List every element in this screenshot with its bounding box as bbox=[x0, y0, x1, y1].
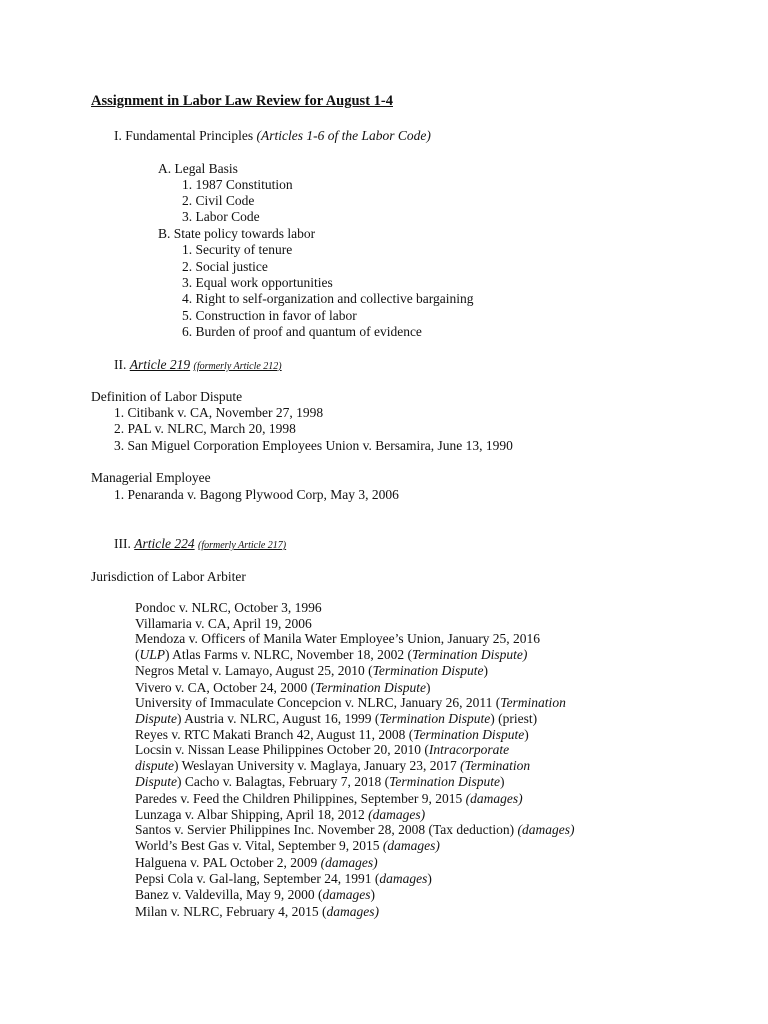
case-note: Termination Dispute bbox=[413, 727, 525, 742]
list-item: 1. Penaranda v. Bagong Plywood Corp, May 3, 2006 bbox=[114, 487, 399, 502]
list-item: 3. San Miguel Corporation Employees Union v. Bersamira, June 13, 1990 bbox=[114, 438, 513, 453]
case-line bbox=[135, 855, 378, 871]
case-note: dispute bbox=[135, 758, 174, 773]
case-note: (damages) bbox=[382, 838, 440, 853]
text: ) bbox=[524, 727, 529, 742]
labor-dispute-heading: Definition of Labor Dispute bbox=[91, 389, 243, 404]
case-note: (damages) bbox=[465, 791, 523, 806]
list-item: 5. Construction in favor of labor bbox=[182, 308, 357, 323]
text: ( bbox=[135, 647, 140, 662]
ulp-note: ULP bbox=[139, 647, 166, 662]
case-line bbox=[135, 727, 529, 743]
case-line bbox=[135, 871, 432, 887]
section-3-numeral: III. bbox=[114, 536, 135, 551]
case-line bbox=[135, 822, 574, 838]
case-line bbox=[135, 663, 488, 679]
case-line bbox=[135, 838, 440, 854]
text: Lunzaga v. Albar Shipping, April 18, 2012 bbox=[135, 807, 369, 822]
text: Reyes v. RTC Makati Branch 42, August 11, 2008 ( bbox=[135, 727, 414, 742]
case-line bbox=[135, 807, 425, 823]
case-line bbox=[135, 904, 379, 920]
text: Milan v. NLRC, February 4, 2015 ( bbox=[135, 904, 327, 919]
case-note: (damages) bbox=[320, 855, 378, 870]
document-title: Assignment in Labor Law Review for August 1-4 bbox=[91, 93, 393, 109]
text: ) bbox=[483, 663, 488, 678]
case-line: Pondoc v. NLRC, October 3, 1996 bbox=[135, 600, 322, 615]
section-3-article: Article 224 bbox=[134, 536, 195, 551]
text: Vivero v. CA, October 24, 2000 ( bbox=[135, 680, 316, 695]
list-item: 4. Right to self-organization and collective bargaining bbox=[182, 291, 474, 306]
list-item: 2. Social justice bbox=[182, 259, 268, 274]
case-line bbox=[135, 774, 504, 790]
managerial-employee-heading: Managerial Employee bbox=[91, 470, 211, 485]
case-note: damages bbox=[379, 871, 428, 886]
case-note: Termination Dispute bbox=[315, 680, 427, 695]
case-note: Termination Dispute bbox=[372, 663, 484, 678]
list-item: 3. Equal work opportunities bbox=[182, 275, 333, 290]
case-line: Villamaria v. CA, April 19, 2006 bbox=[135, 616, 312, 631]
case-line bbox=[135, 711, 537, 727]
text: University of Immaculate Concepcion v. NLRC, January 26, 2011 ( bbox=[135, 695, 501, 710]
text: Pepsi Cola v. Gal-lang, September 24, 1991 ( bbox=[135, 871, 380, 886]
section-2-heading bbox=[114, 357, 282, 375]
case-note: Termination Dispute bbox=[389, 774, 500, 789]
case-note: Termination bbox=[500, 695, 566, 710]
text: ) bbox=[499, 774, 505, 789]
case-note: Termination Dispute) bbox=[412, 647, 528, 662]
case-line: Mendoza v. Officers of Manila Water Employee’s Union, January 25, 2016 bbox=[135, 631, 541, 646]
case-note: damages) bbox=[326, 904, 379, 919]
case-line bbox=[135, 758, 530, 774]
section-2-formerly: (formerly Article 212) bbox=[193, 361, 282, 372]
text: Banez v. Valdevilla, May 9, 2000 ( bbox=[135, 887, 323, 902]
state-policy-label: B. State policy towards labor bbox=[158, 226, 316, 241]
text: ) (priest) bbox=[490, 711, 538, 726]
section-1-note: (Articles 1-6 of the Labor Code) bbox=[256, 128, 431, 143]
text: ) Austria v. NLRC, August 16, 1999 ( bbox=[177, 711, 380, 726]
case-line bbox=[135, 695, 566, 711]
case-line bbox=[135, 887, 375, 903]
text: Santos v. Servier Philippines Inc. November 28, 2008 (Tax deduction) bbox=[135, 822, 518, 837]
case-note: (damages) bbox=[368, 807, 426, 822]
section-2-article: Article 219 bbox=[129, 357, 191, 372]
case-note: Intracorporate bbox=[428, 742, 510, 757]
text: ) Atlas Farms v. NLRC, November 18, 2002 ( bbox=[165, 647, 412, 662]
case-note: (damages) bbox=[517, 822, 575, 837]
case-line bbox=[135, 647, 527, 663]
list-item: 6. Burden of proof and quantum of evidence bbox=[182, 324, 422, 339]
case-note: Dispute bbox=[135, 711, 177, 726]
list-item: 1. Citibank v. CA, November 27, 1998 bbox=[114, 405, 324, 420]
list-item: 3. Labor Code bbox=[182, 209, 260, 224]
case-line bbox=[135, 791, 523, 807]
list-item: 2. Civil Code bbox=[182, 193, 255, 208]
list-item: 2. PAL v. NLRC, March 20, 1998 bbox=[114, 421, 296, 436]
list-item: 1. Security of tenure bbox=[182, 242, 293, 257]
text: ) Cacho v. Balagtas, February 7, 2018 ( bbox=[177, 774, 390, 789]
case-note: (Termination bbox=[460, 758, 531, 773]
case-note: damages bbox=[322, 887, 371, 902]
case-line bbox=[135, 742, 509, 758]
text: Locsin v. Nissan Lease Philippines October 20, 2010 ( bbox=[135, 742, 429, 757]
text: Paredes v. Feed the Children Philippines, September 9, 2015 bbox=[135, 791, 466, 806]
text: ) bbox=[426, 680, 431, 695]
legal-basis-label: A. Legal Basis bbox=[158, 161, 238, 176]
jurisdiction-heading: Jurisdiction of Labor Arbiter bbox=[91, 569, 246, 584]
section-1-heading bbox=[114, 128, 431, 144]
section-3-formerly: (formerly Article 217) bbox=[198, 540, 287, 551]
case-line bbox=[135, 680, 431, 696]
text: ) bbox=[427, 871, 432, 886]
case-note: Dispute bbox=[135, 774, 177, 789]
text: World’s Best Gas v. Vital, September 9, 2015 bbox=[135, 838, 383, 853]
text: Negros Metal v. Lamayo, August 25, 2010 ( bbox=[135, 663, 373, 678]
text: Halguena v. PAL October 2, 2009 bbox=[135, 855, 321, 870]
section-1-label: I. Fundamental Principles bbox=[114, 128, 254, 143]
section-2-numeral: II. bbox=[114, 357, 130, 372]
section-3-heading bbox=[114, 536, 286, 554]
text: ) Weslayan University v. Maglaya, January 23, 2017 bbox=[174, 758, 461, 773]
case-note: Termination Dispute bbox=[379, 711, 491, 726]
list-item: 1. 1987 Constitution bbox=[182, 177, 293, 192]
text: ) bbox=[370, 887, 375, 902]
